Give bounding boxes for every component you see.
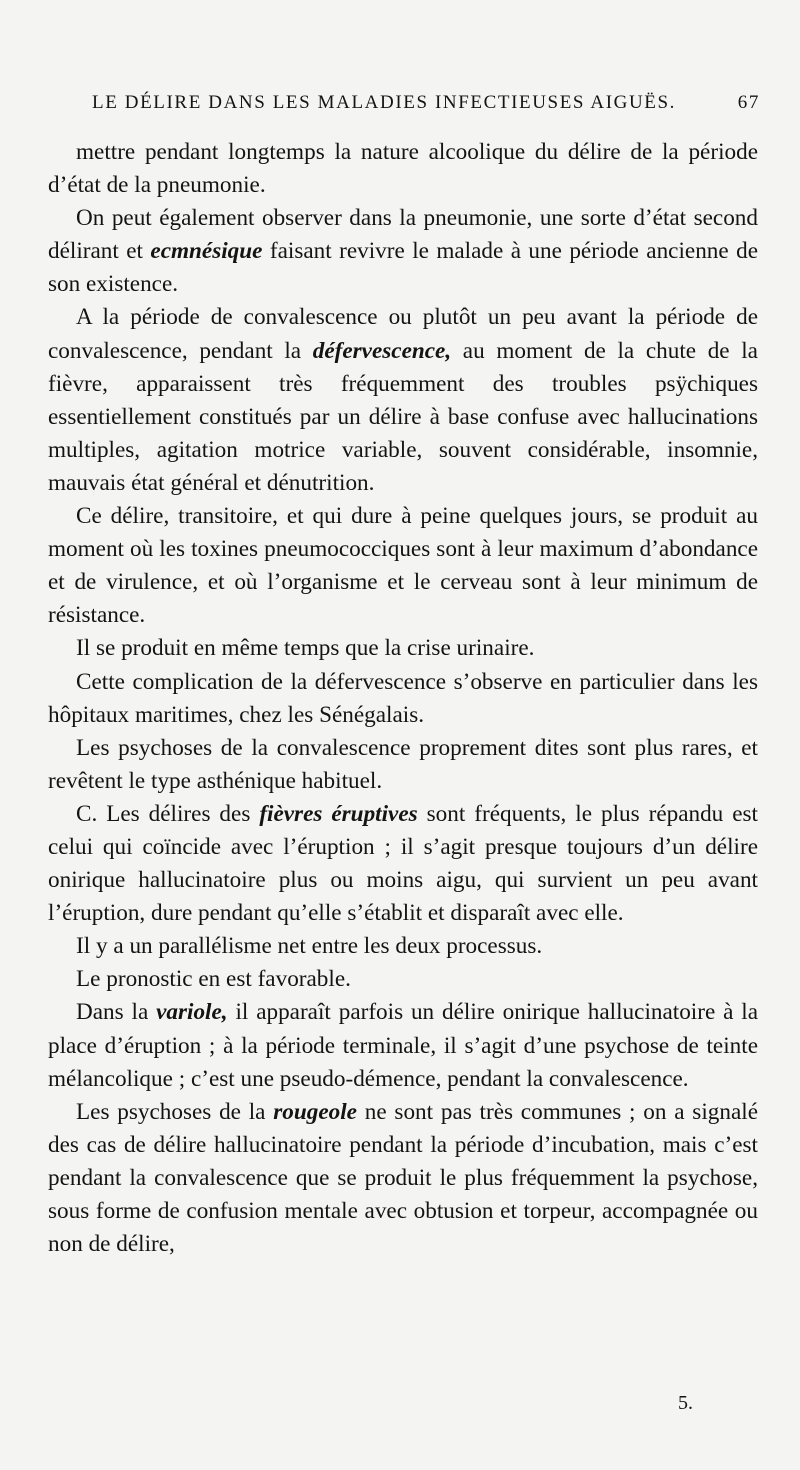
paragraph-text: au moment de la chute de la fièvre, apparaissent très fréquemment des troubles psÿchiques essentiellement constitués par un délire à base confuse avec hallucinations multiples, agitation motrice variable, souvent considérable, insomnie, mauvais état général et dénutrition. xyxy=(48,337,758,496)
signature-mark: 5. xyxy=(678,1392,693,1414)
italic-term: variole, xyxy=(156,999,228,1026)
paragraph-text: On peut également observer dans la pneumonie, une sorte d’état second délirant et xyxy=(48,205,758,265)
paragraph-text: Il se produit en même temps que la crise urinaire. xyxy=(76,635,535,662)
paragraph-text: Le pronostic en est favorable. xyxy=(76,966,351,993)
paragraph-text: C. Les délires des xyxy=(76,800,260,827)
paragraph-text: A la période de convalescence ou plutôt un peu avant la période de convalescence, pendant la xyxy=(48,304,758,364)
paragraph-11 xyxy=(48,996,758,1095)
running-title: LE DÉLIRE DANS LES MALADIES INFECTIEUSES AIGUËS. xyxy=(92,92,676,113)
paragraph-text: sont fréquents, le plus répandu est celui qui coïncide avec l’éruption ; il s’agit presque toujours d’un délire onirique hallucinatoire plus ou moins aigu, qui survient un peu avant l’éruption, dure pendant qu’elle s’établit et disparaît avec elle. xyxy=(48,800,758,927)
italic-term: rougeole xyxy=(273,1098,357,1125)
paragraph-4 xyxy=(48,500,758,632)
paragraph-text: Il y a un parallélisme net entre les deux processus. xyxy=(76,933,543,960)
paragraph-text: faisant revivre le malade à une période ancienne de son existence. xyxy=(48,238,758,298)
body-text xyxy=(48,136,758,1261)
paragraph-6 xyxy=(48,666,758,732)
paragraph-text: Ce délire, transitoire, et qui dure à peine quelques jours, se produit au moment où les toxines pneumococciques sont à leur maximum d’abondance et de virulence, et où l’organisme et le cerveau sont à leur minimum de résistance. xyxy=(48,503,758,629)
paragraph-text: Les psychoses de la convalescence proprement dites sont plus rares, et revêtent le type asthénique habituel. xyxy=(48,734,758,794)
paragraph-1 xyxy=(48,136,758,202)
paragraph-3 xyxy=(48,301,758,500)
paragraph-text: ne sont pas très communes ; on a signalé des cas de délire hallucinatoire pendant la période d’incubation, mais c’est pendant la convalescence que se produit le plus fréquemment la psychose, sous forme de confusion mentale avec obtusion et torpeur, accompagnée ou non de délire, xyxy=(48,1098,758,1258)
paragraph-text: Cette complication de la défervescence s’observe en particulier dans les hôpitaux maritimes, chez les Sénégalais. xyxy=(48,668,758,728)
italic-term: ecmnésique xyxy=(150,238,263,265)
paragraph-5 xyxy=(48,632,758,665)
paragraph-2 xyxy=(48,202,758,301)
paragraph-12 xyxy=(48,1096,758,1261)
paragraph-7 xyxy=(48,732,758,798)
paragraph-text: Les psychoses de la xyxy=(76,1098,274,1125)
paragraph-text: mettre pendant longtemps la nature alcoolique du délire de la période d’état de la pneumonie. xyxy=(48,139,758,199)
paragraph-10 xyxy=(48,963,758,996)
paragraph-text: il apparaît parfois un délire onirique hallucinatoire à la place d’éruption ; à la période terminale, il s’agit d’une psychose de teinte mélancolique ; c’est une pseudo-démence, pendant la convalescence. xyxy=(48,999,759,1092)
running-header xyxy=(92,92,760,114)
page-number: 67 xyxy=(737,92,760,113)
paragraph-8 xyxy=(48,798,758,930)
paragraph-text: Dans la xyxy=(76,999,157,1026)
italic-term: défervescence, xyxy=(312,337,452,364)
paragraph-9 xyxy=(48,930,758,963)
italic-term: fièvres éruptives xyxy=(259,800,418,827)
